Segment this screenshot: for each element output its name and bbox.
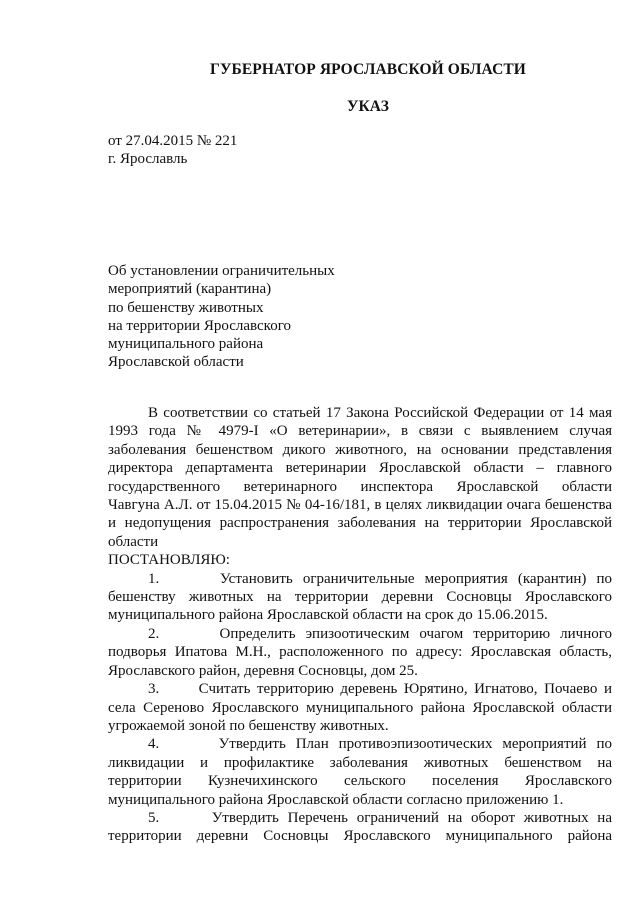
subject-line: на территории Ярославского (108, 317, 291, 334)
governor-heading: ГУБЕРНАТОР ЯРОСЛАВСКОЙ ОБЛАСТИ (210, 61, 526, 78)
subject-line: Об установлении ограничительных (108, 263, 335, 279)
decree-subject (108, 262, 335, 372)
subject-line: Ярославской области (108, 354, 244, 371)
item-line: угрожаемой зоной по бешенству животных. (108, 717, 389, 734)
decree-heading: УКАЗ (346, 98, 389, 115)
item-text: Установить ограничительные мероприятия (карантин) по (219, 570, 612, 587)
item-text: Определить эпизоотическим очагом территорию личного (219, 625, 613, 642)
item-number: 3. (148, 681, 160, 698)
item-line: муниципального района Ярославской области на срок до 15.06.2015. (108, 607, 548, 624)
item-1-first-line (108, 570, 612, 588)
preamble-line: Чавгуна А.Л. от 15.04.2015 № 04-16/181, в целях ликвидации очага бешенства (108, 497, 612, 514)
item-5-first-line (108, 809, 612, 827)
item-number: 4. (148, 736, 160, 753)
item-number: 2. (148, 625, 160, 642)
preamble-line: В соответствии со статьей 17 Закона Российской Федерации от 14 мая (148, 405, 612, 421)
item-number: 5. (148, 809, 160, 826)
item-line: муниципального района Ярославской области согласно приложению 1. (108, 791, 564, 808)
item-text: Утвердить План противоэпизоотических мероприятий по (218, 736, 612, 753)
preamble-line: государственного ветеринарного инспектора Ярославской области (108, 478, 612, 495)
item-number: 1. (148, 570, 160, 587)
preamble-line: области (108, 533, 159, 550)
decree-body (108, 404, 612, 846)
item-line: подворья Ипатова М.Н., расположенного по адресу: Ярославская область, (108, 644, 612, 661)
item-4-first-line (108, 735, 612, 753)
subject-line: по бешенству животных (108, 299, 264, 316)
preamble-line: и недопущения распространения заболевания на территории Ярославской (108, 515, 612, 532)
item-line: бешенству животных на территории деревни Сосновцы Ярославского (108, 589, 612, 606)
decree-city: г. Ярославль (108, 151, 188, 167)
decree-date-number: от 27.04.2015 № 221 (108, 133, 238, 149)
subject-line: муниципального района (108, 336, 264, 353)
preamble-line: 1993 года № 4979-I «О ветеринарии», в связи с выявлением случая (108, 423, 612, 440)
item-line: Ярославского район, деревня Сосновцы, дом 25. (108, 662, 418, 679)
preamble-line: заболевания бешенством дикого животного, на основании представления (108, 441, 612, 458)
preamble-line: директора департамента ветеринарии Ярославской области – главного (108, 460, 612, 477)
item-line: территории деревни Сосновцы Ярославского муниципального района (108, 828, 612, 845)
item-text: Считать территорию деревень Юрятино, Игнатово, Почаево и (198, 681, 612, 698)
item-3-first-line (108, 680, 612, 698)
item-line: территории Кузнечихинского сельского поселения Ярославского (108, 773, 612, 790)
item-line: ликвидации и профилактике заболевания животных бешенством на (108, 754, 612, 771)
subject-line: мероприятий (карантина) (108, 281, 272, 298)
item-line: села Сереново Ярославского муниципального района Ярославской области (108, 699, 612, 716)
item-2-first-line (108, 625, 612, 643)
resolve-word: ПОСТАНОВЛЯЮ: (108, 552, 230, 569)
item-text: Утвердить Перечень ограничений на оборот животных на (211, 809, 612, 826)
